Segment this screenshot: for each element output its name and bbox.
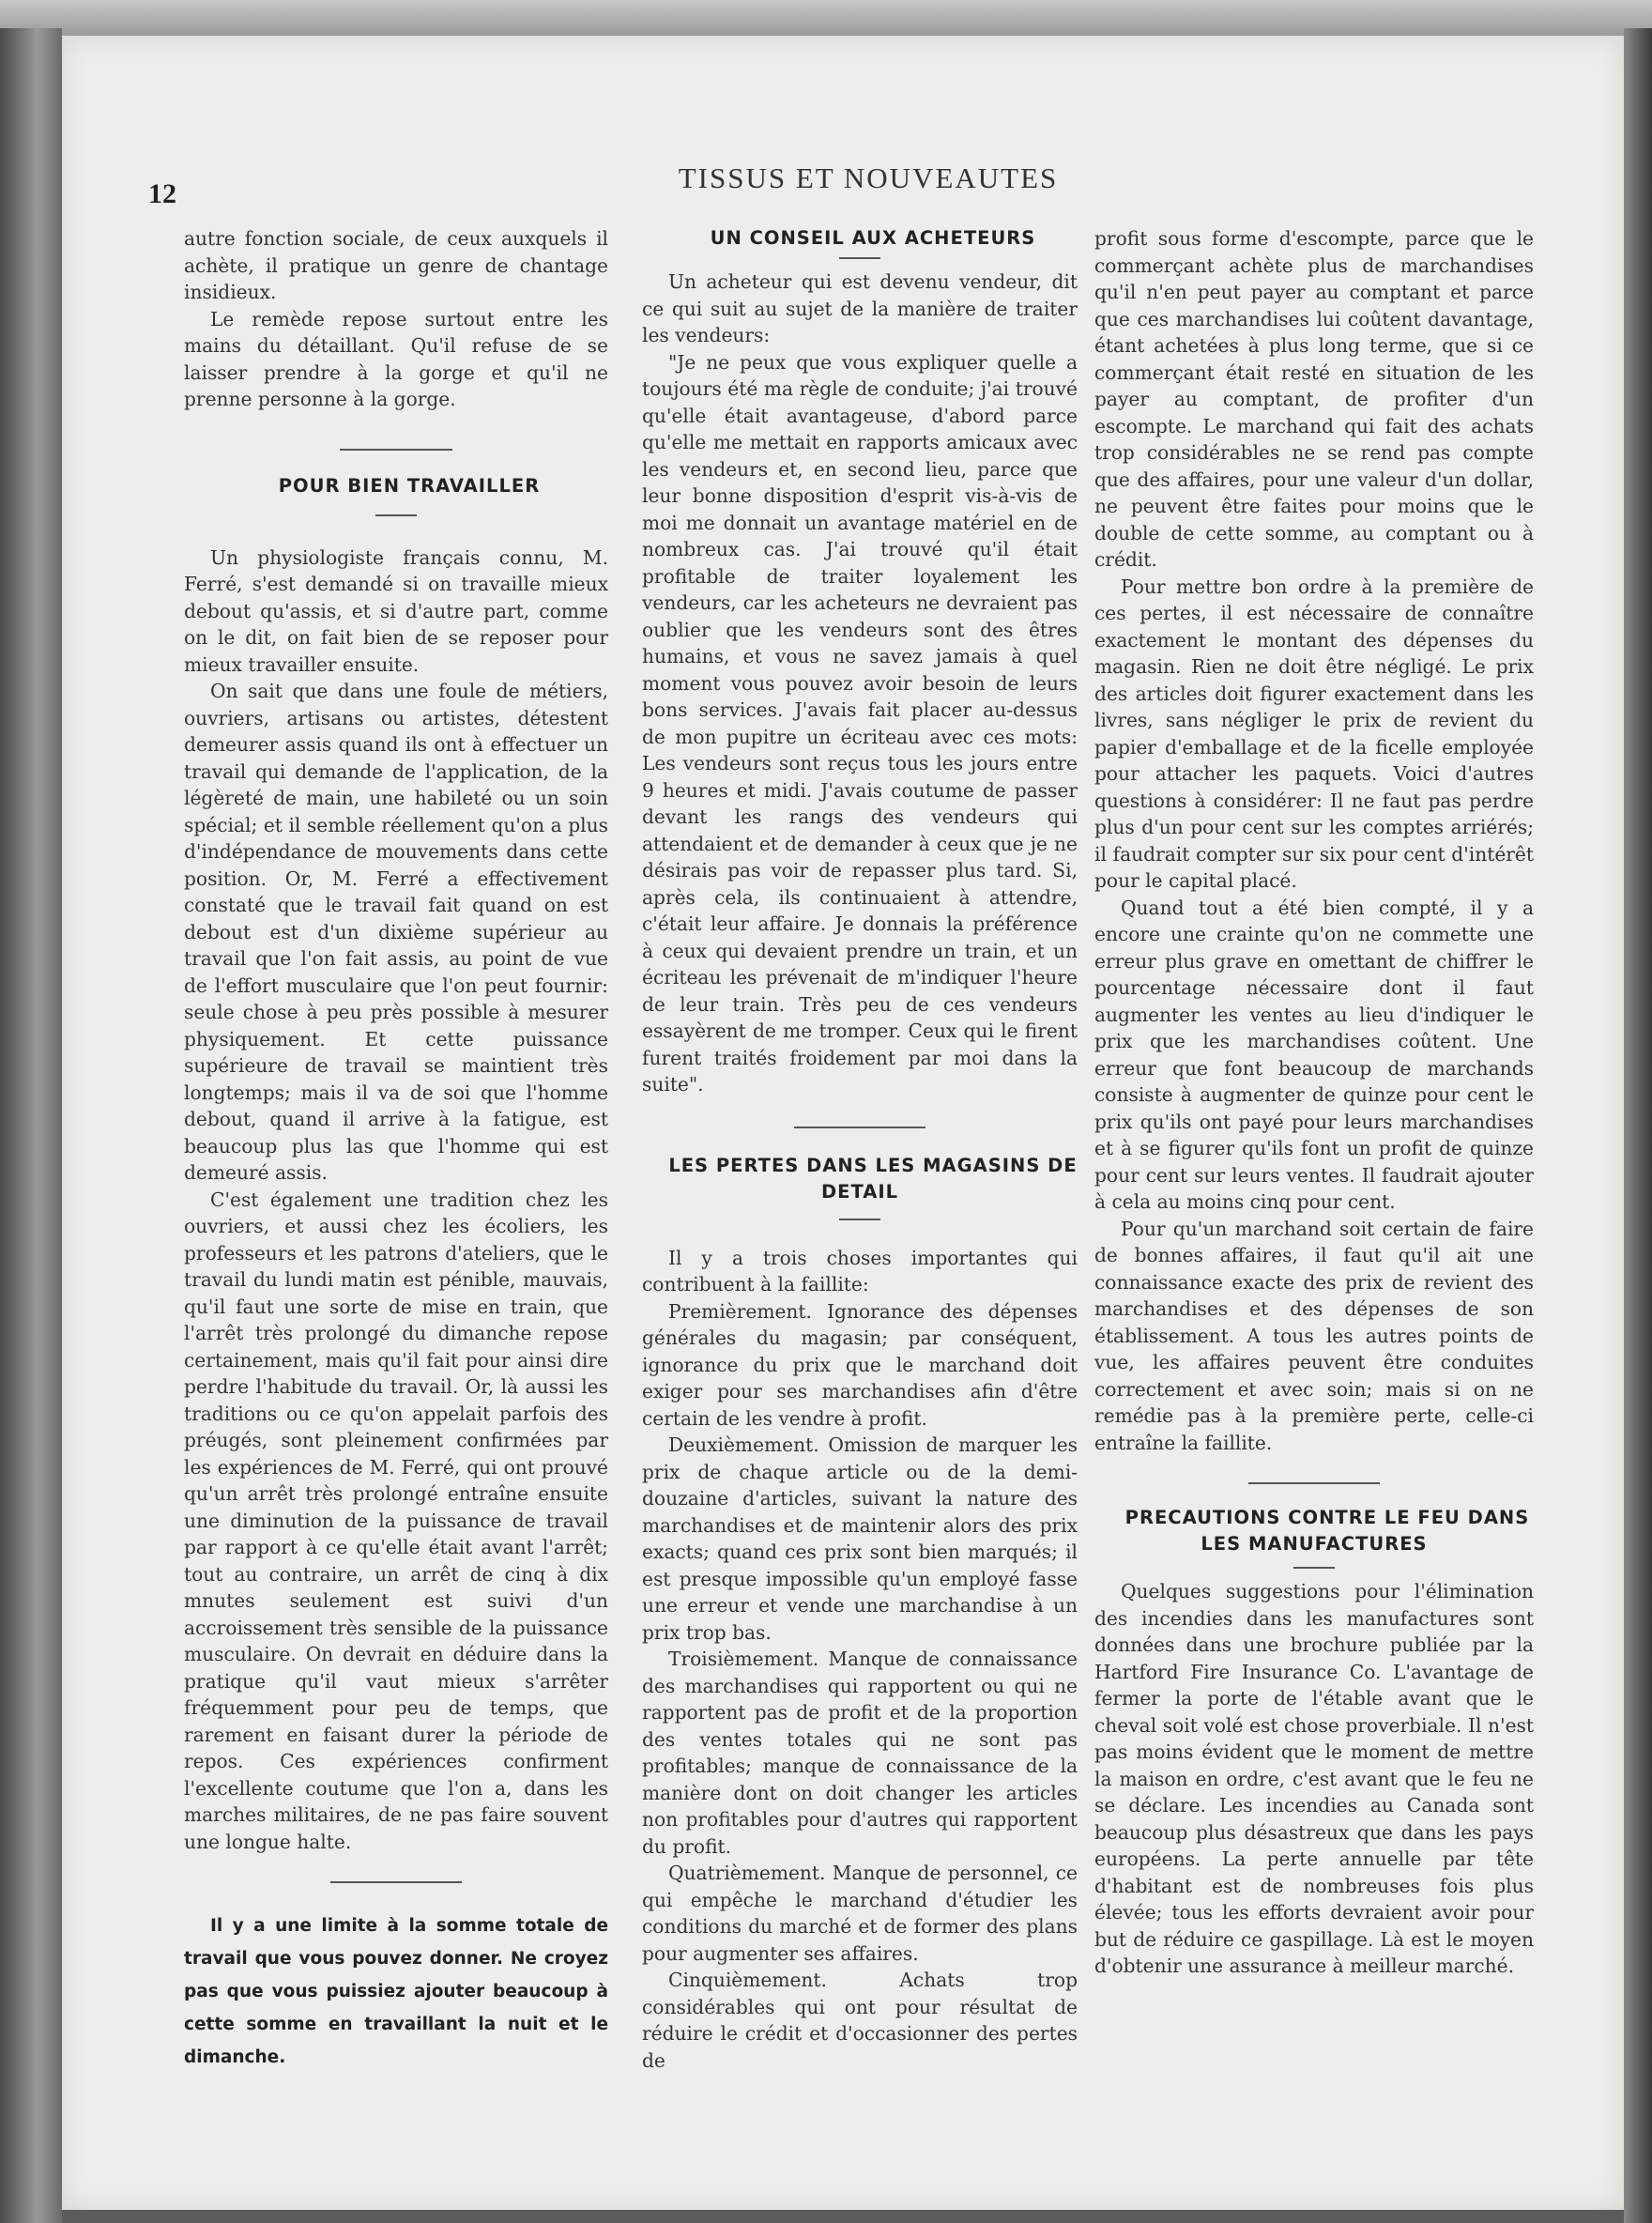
heading-underline — [375, 514, 417, 516]
heading-precautions-feu: PRECAUTIONS CONTRE LE FEU DANS LES MANUFACTURES — [1124, 1507, 1530, 1555]
paragraph-profit: profit sous forme d'escompte, parce que le commerçant achète plus de marchandises qu'il n'en peut payer au comptant et parce que ces marchandises lui coûtent davantage, étant achetées à plus long terme, que si ce commerçant était resté en situation de les payer au comptant, de profiter d'un escompte. Le marchand qui fait des achats trop considérables ne se rend pas compte que des affaires, pour une valeur d'un dollar, ne peuvent être faites pour moins que le double de cette somme, au comptant ou à crédit. — [1094, 227, 1534, 571]
paragraph-intro: autre fonction sociale, de ceux auxquels il achète, il pratique un genre de chantage insidieux. — [184, 227, 608, 303]
boxed-note: Il y a une limite à la somme totale de travail que vous pouvez donner. Ne croyez pas que vous puissiez ajouter beaucoup à cette somme en travaillant la nuit et le dimanche. — [184, 1916, 608, 2067]
section-divider — [1248, 1482, 1380, 1484]
heading-pour-bien-travailler: POUR BIEN TRAVAILLER — [278, 474, 541, 497]
paragraph-acheteur: Un acheteur qui est devenu vendeur, dit ce qui suit au sujet de la manière de traiter les vendeurs: — [642, 270, 1078, 346]
paragraph-incendies: Quelques suggestions pour l'élimination des incendies dans les manufactures sont données dans une brochure publiée par la Hartford Fire Insurance Co. L'avantage de fermer la porte de l'étable avant que le cheval soit volé est chose proverbiale. Il n'est pas moins évident que le moment de mettre la maison en ordre, c'est avant que le feu ne se déclare. Les incendies au Canada sont beaucoup plus désastreux que dans les pays européens. La perte annuelle par tête d'habitant est de nombreuses fois plus élevée; tous les efforts devraient avoir pour but de réduire ce gaspillage. Là est le moyen d'obtenir une assurance à meilleur marché. — [1094, 1580, 1534, 1977]
section-divider — [330, 1881, 462, 1883]
paragraph-trois-choses: Il y a trois choses importantes qui contribuent à la faillite: — [642, 1246, 1078, 1295]
section-divider — [794, 1127, 925, 1128]
paragraph-quatriemement: Quatrièmement. Manque de personnel, ce qui empêche le marchand d'étudier les conditions du marché et de former des plans pour augmenter ses affaires. — [642, 1862, 1078, 1965]
column-1 — [184, 225, 608, 2074]
heading-underline — [839, 257, 880, 259]
book-binding — [0, 28, 62, 2223]
paragraph-quand-tout: Quand tout a été bien compté, il y a encore une crainte qu'on ne commette une erreur plus grave en omettant de chiffrer le pourcentage nécessaire dont il faut augmenter les ventes au lieu d'indiquer le prix que les marchandises coûtent. Une erreur que font beaucoup de marchands consiste à augmenter de quinze pour cent le prix qu'ils ont payé pour leurs marchandises et à se figurer qu'ils font un profit de quinze pour cent sur leurs ventes. Il faudrait ajouter à cela au moins cinq pour cent. — [1094, 896, 1534, 1213]
heading-pertes-magasins: LES PERTES DANS LES MAGASINS DE DETAIL — [668, 1154, 1078, 1203]
heading-conseil-acheteurs: UN CONSEIL AUX ACHETEURS — [710, 227, 1036, 249]
running-title: TISSUS ET NOUVEAUTES — [678, 161, 1059, 194]
column-2 — [642, 225, 1078, 2074]
paragraph-tradition: C'est également une tradition chez les ouvriers, et aussi chez les écoliers, les professeurs et les patrons d'ateliers, que le travail du lundi matin est pénible, mauvais, qu'il faut une sorte de mise en train, que l'arrêt très prolongé du dimanche repose certainement, mais qu'il fait pour ainsi dire perdre l'habitude du travail. Or, là aussi les traditions ou ce qu'on appelait parfois des préugés, sont pleinement confirmées par les expériences de M. Ferré, qui ont prouvé qu'un arrêt très prolongé entraîne ensuite une diminution de la puissance de travail par rapport à ce qu'elle était avant l'arrêt; tout au contraire, un arrêt de cinq à dix mnutes seulement est suivi d'un accroissement très sensible de la puissance musculaire. On devrait en déduire dans la pratique qu'il vaut mieux s'arrêter fréquemment pour peu de temps, que rarement en faisant durer la période de repos. Ces expériences confirment l'excellente coutume que l'on a, dans les marches militaires, de ne pas faire souvent une longue halte. — [184, 1188, 608, 1853]
page-number: 12 — [148, 178, 176, 209]
heading-underline — [1293, 1567, 1335, 1569]
heading-underline — [839, 1219, 880, 1220]
section-divider — [340, 449, 452, 451]
paragraph-deuxiemement: Deuxièmement. Omission de marquer les prix de chaque article ou de la demi-douzaine d'articles, suivant la nature des marchandises et de maintenir alors des prix exacts; quand ces prix sont bien marqués; il est presque impossible qu'un employé fasse une erreur et vende une marchandise à un prix trop bas. — [642, 1433, 1078, 1644]
scan-right-edge — [1624, 28, 1652, 2223]
paragraph-quote: "Je ne peux que vous expliquer quelle a toujours été ma règle de conduite; j'ai trouvé qu'elle était avantageuse, d'abord parce qu'elle me mettait en rapports amicaux avec les vendeurs et, en second lieu, parce que leur bonne disposition d'esprit vis-à-vis de moi me donnait un avantage matériel en de nombreux cas. J'ai trouvé qu'il était profitable de traiter loyalement les vendeurs, car les acheteurs ne devraient pas oublier que les vendeurs sont des êtres humains, et vous ne savez jamais à quel moment vous pouvez avoir besoin de leurs bons services. J'avais fait placer au-dessus de mon pupitre un écriteau avec ces mots: Les vendeurs sont reçus tous les jours entre 9 heures et midi. J'avais coutume de passer devant les rangs des vendeurs qui attendaient et de demander à ceux que je ne désirais pas voir de repasser plus tard. Si, après cela, ils continuaient à attendre, c'était leur affaire. Je donnais la préférence à ceux qui devaient prendre un train, et un écriteau les prévenait de m'indiquer l'heure de leur train. Très peu de ces vendeurs essayèrent de me tromper. Ceux qui le firent furent traités froidement par moi dans la suite". — [642, 350, 1078, 1096]
paragraph-cinquiemement: Cinquièmement. Achats trop considérables qui ont pour résultat de réduire le crédit et d'occasionner des pertes de — [642, 1969, 1078, 2072]
paragraph-physiologiste: Un physiologiste français connu, M. Ferré, s'est demandé si on travaille mieux debout qu'assis, et si d'autre part, comme on le dit, on fait bien de se reposer pour mieux travailler ensuite. — [184, 545, 608, 676]
paragraph-troisiemement: Troisièmement. Manque de connaissance des marchandises qui rapportent ou qui ne rapportent pas de profit et de la proportion des ventes totales qui ne sont pas profitables; manque de connaissance de la manière dont on doit changer les articles non profitables pour d'autres qui rapportent du profit. — [642, 1648, 1078, 1858]
paragraph-bon-ordre: Pour mettre bon ordre à la première de ces pertes, il est nécessaire de connaître exactement le montant des dépenses du magasin. Rien ne doit être négligé. Le prix des articles doit figurer exactement dans les livres, sans négliger le prix de revient du papier d'emballage et de la ficelle employée pour attacher les paquets. Voici d'autres questions à considérer: Il ne faut pas perdre plus d'un pour cent sur les comptes arriérés; il faudrait compter sur six pour cent d'intérêt pour le capital placé. — [1094, 575, 1534, 892]
paragraph-remede: Le remède repose surtout entre les mains du détaillant. Qu'il refuse de se laisser prendre à la gorge et qu'il ne prenne personne à la gorge. — [184, 307, 608, 410]
paragraph-premierement: Premièrement. Ignorance des dépenses générales du magasin; par conséquent, ignorance du prix que le marchand doit exiger pour ses marchandises afin d'être certain de les vendre à profit. — [642, 1299, 1078, 1430]
paragraph-metiers: On sait que dans une foule de métiers, ouvriers, artisans ou artistes, détestent demeurer assis quand ils ont à effectuer un travail qui demande de l'application, de la légèreté de main, une habileté ou un soin spécial; et il semble réellement qu'on a plus d'indépendance de mouvements dans cette position. Or, M. Ferré a effectivement constaté que le travail fait quand on est debout est d'un dixième supérieur au travail que l'on fait assis, au point de vue de l'effort musculaire que l'on peut fournir: seule chose à peu près possible à mesurer physiquement. Et cette puissance supérieure de travail se maintient très longtemps; mais il va de soi que l'homme debout, quand il arrive à la fatigue, est beaucoup plus las que l'homme qui est demeuré assis. — [184, 680, 608, 1184]
paragraph-pour-qu-un-marchand: Pour qu'un marchand soit certain de faire de bonnes affaires, il faut qu'il ait une connaissance exacte des prix de revient des marchandises et des dépenses de son établissement. A tous les autres points de vue, les affaires peuvent être conduites correctement et avec soin; mais si on ne remédie pas à la première perte, celle-ci entraîne la faillite. — [1094, 1217, 1534, 1454]
column-3 — [1094, 225, 1534, 1980]
